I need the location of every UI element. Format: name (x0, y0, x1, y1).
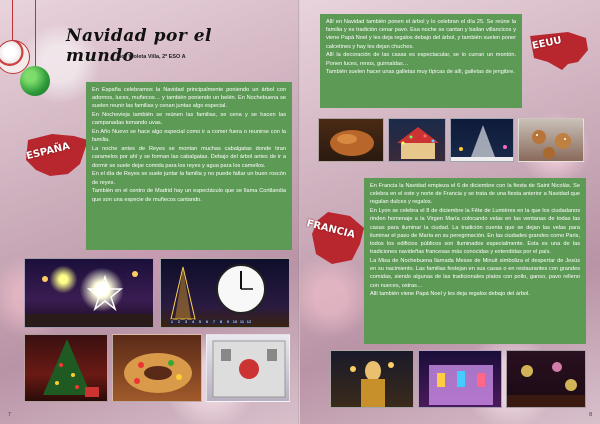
roast-turkey-photo (318, 118, 384, 162)
clock-digit: 4 (191, 319, 195, 324)
gingerbread-cookies-photo (518, 118, 584, 162)
paragraph: Allí también viene Papá Noel y les deja regalos debajo del árbol. (370, 291, 530, 298)
decorated-house-photo (388, 118, 446, 162)
clock-digit: 6 (205, 319, 209, 324)
gingerbread-icon (519, 119, 584, 162)
christmas-tree-lights-icon (161, 259, 290, 328)
market-lights-icon (507, 351, 586, 408)
roscon-de-reyes-photo (112, 334, 202, 402)
clock-digit: 10 (232, 319, 238, 324)
paragraph: En Nochevieja también se reúnen las familias, se cena y se hacen las campanadas tomando uvas. (92, 112, 286, 127)
paragraph: En España celebramos la Navidad principalmente poniendo un árbol con adornos, luces, muñecos… y también poniendo un belén. En Nochebuena se suelen reunir las familias y cenan juntas algo especial. (92, 87, 286, 110)
fete-des-lumieres-photo (418, 350, 502, 408)
paragraph: También en el centro de Madrid hay un espectáculo que se llama Cortilandia que son una especie de muñecos cantando. (92, 188, 286, 203)
light-display-photo (450, 118, 514, 162)
page-title: Navidad por el mundo (66, 26, 212, 66)
christmas-market-photo (506, 350, 586, 408)
map-label-spain: ESPAÑA (25, 140, 71, 163)
clock-digit: 5 (198, 319, 202, 324)
paragraph: En el día de Reyes se suele juntar la familia y no puede faltar un buen roscón de reyes. (92, 171, 286, 186)
spain-text-box (86, 82, 292, 250)
street-lights-photo (24, 258, 154, 328)
map-label-usa: EEUU (531, 35, 563, 52)
francia-text-box (364, 178, 586, 344)
clock-puerta-del-sol-photo (160, 258, 290, 328)
paragraph: También suelen hacer unas galletas muy típicas de allí, galletas de jengibre. (326, 69, 515, 76)
turkey-icon (319, 119, 384, 162)
clock-digit: 11 (239, 319, 245, 324)
paragraph: La noche antes de Reyes se montan muchas cabalgatas donde tiran caramelos por ahí y se forman las cabalgatas. Debajo del árbol antes de ir a dormir se suele dejar comida para los reyes y agua para los camellos. (92, 146, 286, 169)
christmas-tree-icon (25, 335, 108, 402)
saint-nicolas-photo (330, 350, 414, 408)
page-number: 8 (589, 412, 592, 418)
decorated-tree-photo (24, 334, 108, 402)
roscon-icon (113, 335, 202, 402)
clock-digit: 1 (170, 319, 174, 324)
paragraph: En Año Nuevo se hace algo especial como ir a comer fuera o reunirse con la familia. (92, 129, 286, 144)
clock-digit: 3 (184, 319, 188, 324)
star-lights-icon (25, 259, 154, 328)
clock-digit: 9 (226, 319, 230, 324)
paragraph: La Misa de Nochebuena llamada Messe de Minuit simboliza el despertar de Jesús en su nacimiento. Las familias festejan en sus casas o en restaurantes con grandes comidas, siendo algunas de las tradicionales platos con pollo, ganso, pavo relleno con nueces, ostras… (370, 258, 580, 289)
building-facade-icon (207, 335, 290, 402)
map-label-france: FRANCIA (305, 218, 357, 241)
ornament-string (12, 0, 13, 42)
right-page (300, 0, 600, 424)
clock-digit: 7 (212, 319, 216, 324)
christmas-lights-icon (451, 119, 514, 162)
ornament-string (35, 0, 36, 68)
france-map-icon (308, 210, 368, 266)
cortilandia-photo (206, 334, 290, 402)
clock-digit: 8 (219, 319, 223, 324)
illuminated-building-icon (419, 351, 502, 408)
saint-figure-icon (331, 351, 414, 408)
page-number: 7 (8, 412, 11, 418)
paragraph: En Lyon se celebra el 8 de diciembre la Fête de Lumières en la que los ciudadanos rinden homenaje a la Virgen María colocando velas en las ventanas de todas las casas para iluminar la ciudad. La tradición cuenta que se dejan las velas para iluminar el paso de María en su peregrinación. En las ciudades grandes como Paris, todos los edificios públicos son iluminados especialmente. Esta es una de las tradiciones navideñas francesas más conocidas y extendidas por el país. (370, 208, 580, 256)
paragraph: En Francia la Navidad empieza el 6 de diciembre con la fiesta de Saint Nicolás. Se celebra en el este y norte de Francia y se trata de una fiesta anterior a Navidad que regalan dulces y regalos. (370, 183, 580, 206)
byline: por Violeta Villa, 2º ESO A (118, 54, 186, 60)
clock-digit: 2 (177, 319, 181, 324)
paragraph: Allí la decoración de las casas es espectacular, se lo curran un montón. Ponen luces, renos, guirnaldas… (326, 52, 516, 67)
clock-digit: 12 (246, 319, 252, 324)
lit-house-icon (389, 119, 446, 162)
green-ornament-icon (20, 66, 50, 96)
eeuu-text-box (320, 14, 522, 108)
paragraph: Allí en Navidad también ponen el árbol y lo celebran el día 25. Se reúne la familia y es tradición cenar pavo. Esa noche se cantan y bailan villancicos y viene Papá Noel y les deja regalos debajo del árbol, y también suelen poner calcetines y hay les dejan chuches. (326, 19, 516, 50)
clock-digit-row (169, 319, 252, 325)
